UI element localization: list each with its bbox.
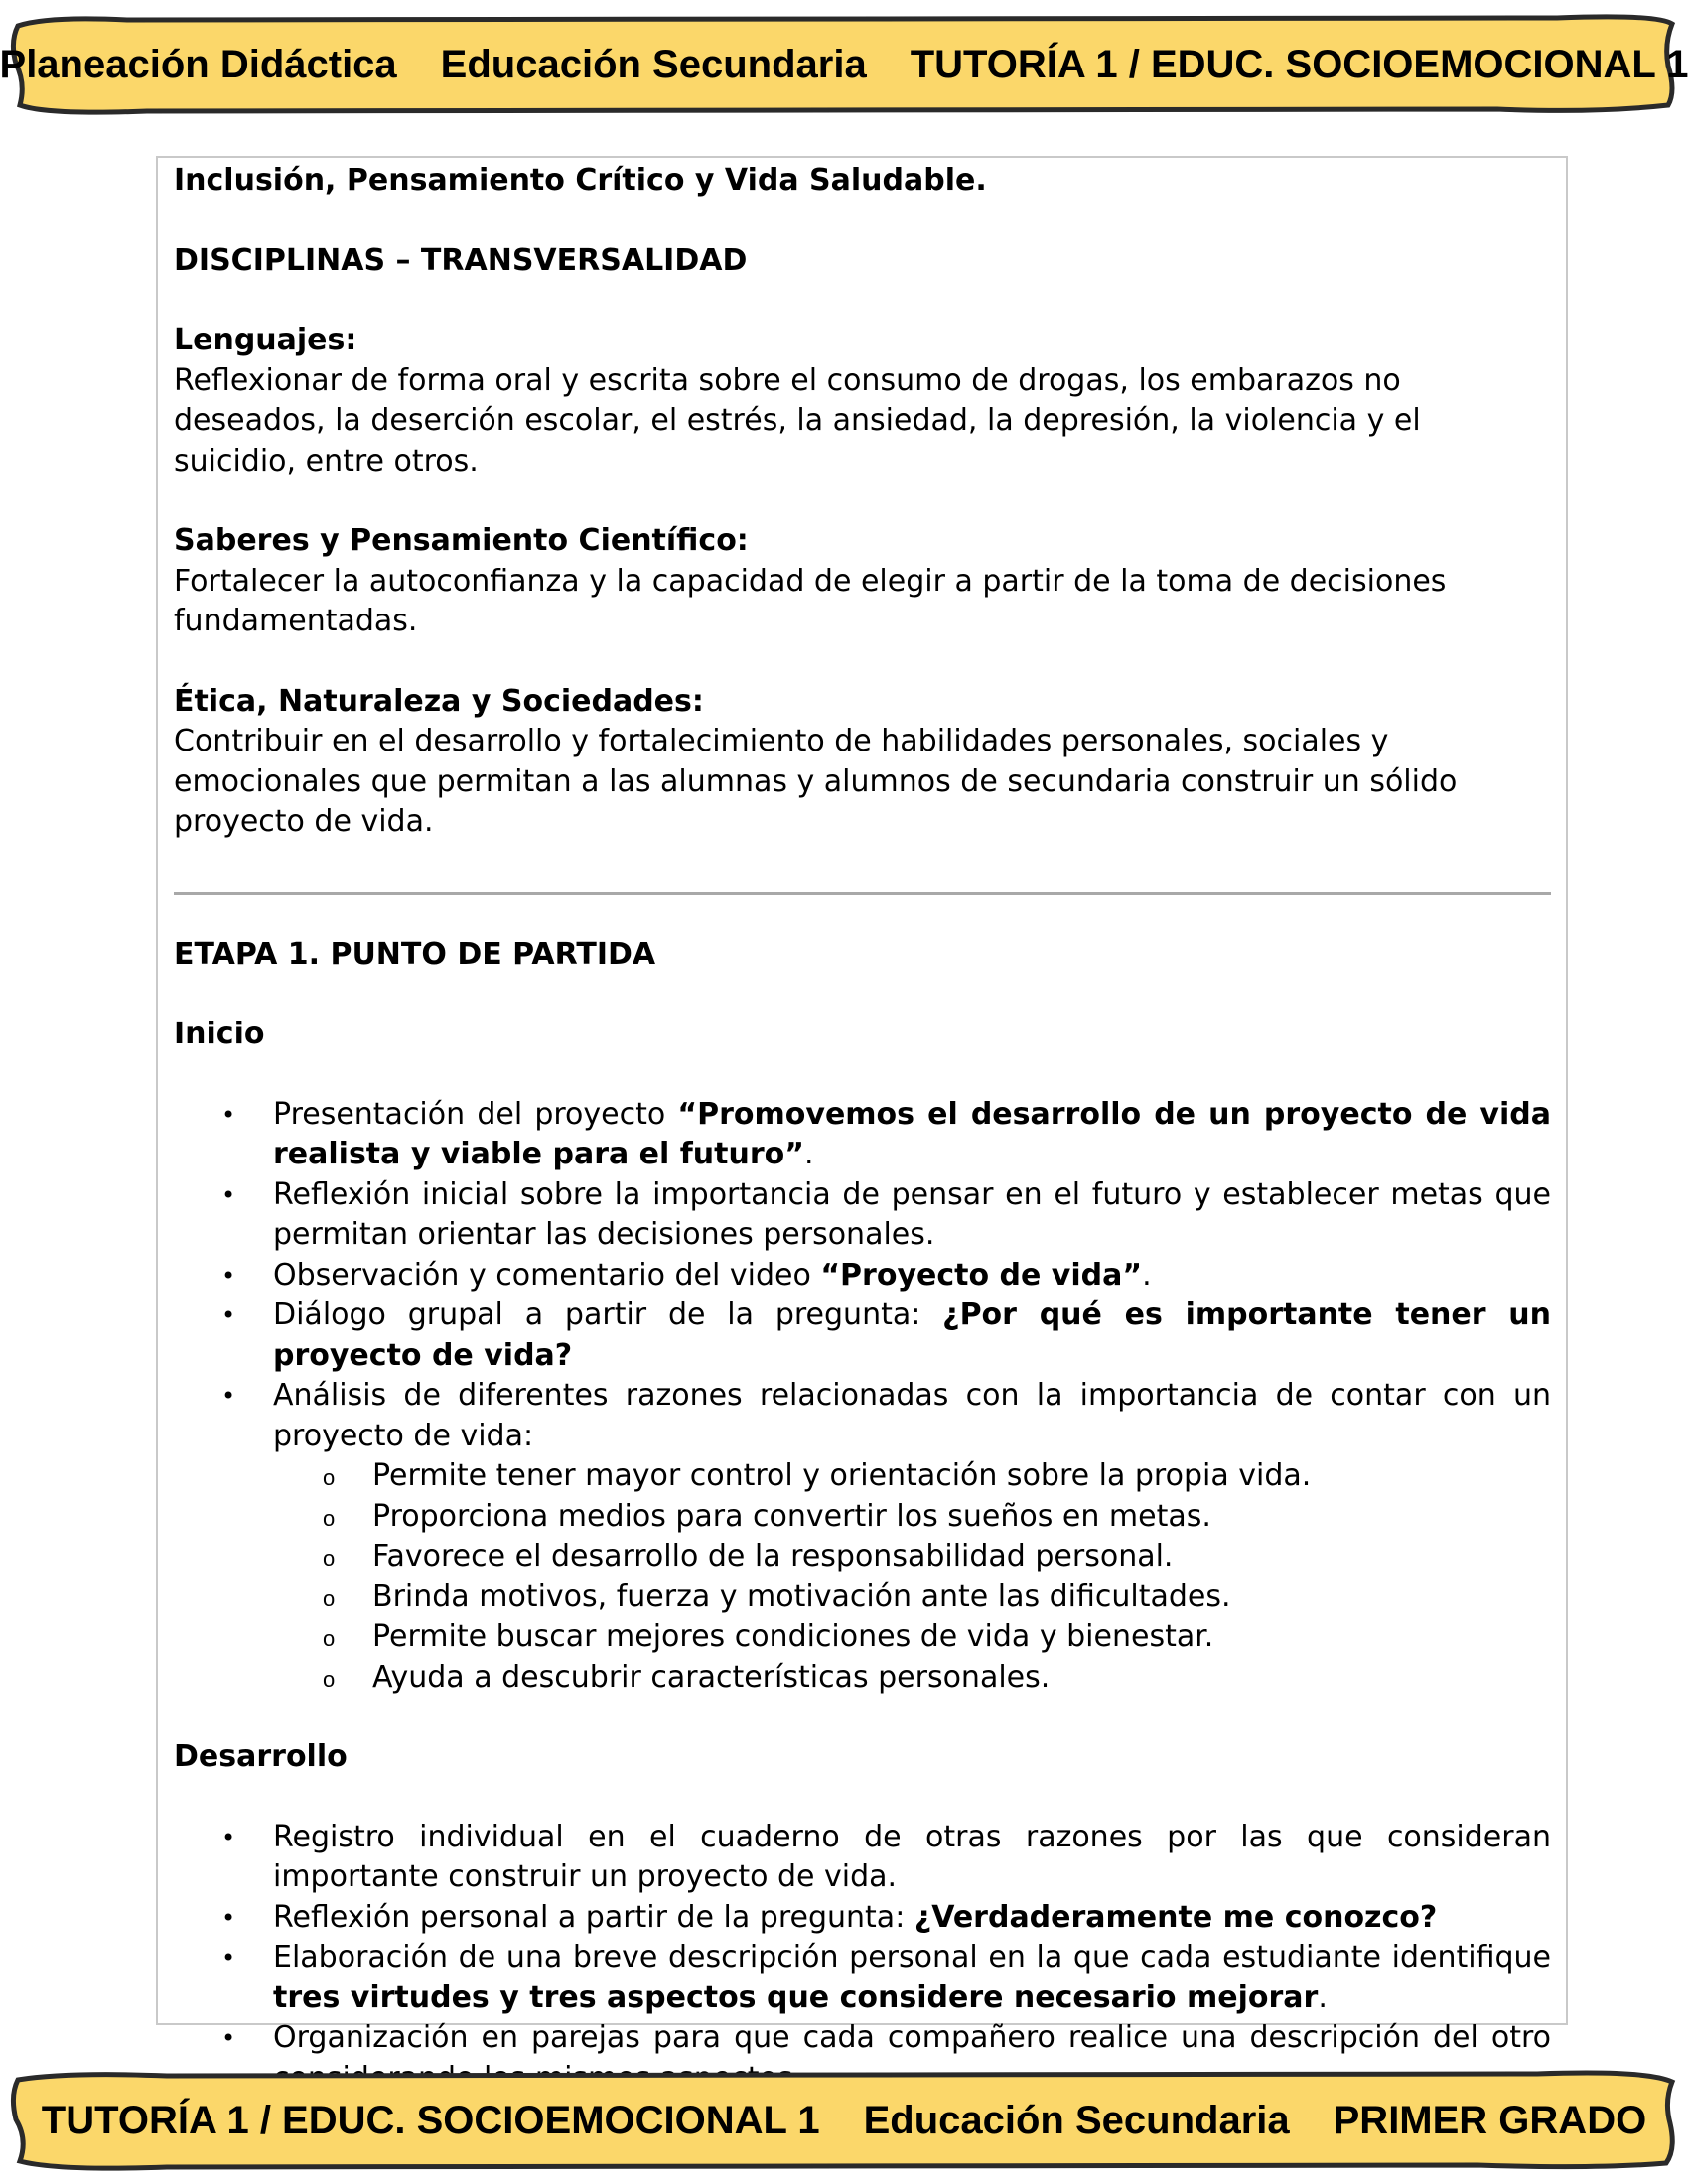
- list-item: • Diálogo grupal a partir de la pregunta: ¿Por qué es importante tener un proyecto de vida?: [174, 1296, 1551, 1376]
- inicio-list: [174, 1095, 1551, 1699]
- inicio-title: Inicio: [174, 1017, 265, 1051]
- sub-list-item: o Favorece el desarrollo de la responsabilidad personal.: [273, 1537, 1551, 1577]
- saberes-text: Fortalecer la autoconfianza y la capacidad de elegir a partir de la toma de decisiones fundamentadas.: [174, 563, 1447, 638]
- document-content: [174, 161, 1551, 2099]
- section-divider: [174, 892, 1551, 895]
- list-item: • Elaboración de una breve descripción personal en la que cada estudiante identifique tres virtudes y tres aspectos que considere necesario mejorar.: [174, 1938, 1551, 2018]
- list-item: • Reflexión personal a partir de la pregunta: ¿Verdaderamente me conozco?: [174, 1898, 1551, 1939]
- list-item: • Registro individual en el cuaderno de otras razones por las que consideran importante construir un proyecto de vida.: [174, 1818, 1551, 1898]
- list-item: • Reflexión inicial sobre la importancia de pensar en el futuro y establecer metas que permitan orientar las decisiones personales.: [174, 1175, 1551, 1256]
- desarrollo-title: Desarrollo: [174, 1739, 348, 1774]
- header-banner: [0, 14, 1688, 115]
- saberes-title: Saberes y Pensamiento Científico:: [174, 523, 749, 558]
- sub-list-item: o Permite buscar mejores condiciones de vida y bienestar.: [273, 1617, 1551, 1658]
- etica-text: Contribuir en el desarrollo y fortalecimiento de habilidades personales, sociales y emocionales que permitan a las alumnas y alumnos de secundaria construir un sólido proyecto de vida.: [174, 724, 1458, 839]
- list-item: • Observación y comentario del video “Proyecto de vida”.: [174, 1256, 1551, 1297]
- footer-banner: [8, 2070, 1680, 2171]
- lenguajes-title: Lenguajes:: [174, 323, 357, 357]
- header-right-text: TUTORÍA 1 / EDUC. SOCIOEMOCIONAL 1: [910, 42, 1688, 86]
- etapa-title: ETAPA 1. PUNTO DE PARTIDA: [174, 936, 656, 972]
- footer-center-text: Educación Secundaria: [863, 2098, 1290, 2142]
- sub-list-item: o Permite tener mayor control y orientación sobre la propia vida.: [273, 1456, 1551, 1497]
- list-item: • Análisis de diferentes razones relacionadas con la importancia de contar con un proyecto de vida: o Permite tener mayor control y orientación sobre la propia vida. o Proporciona medios para convertir los sueños en metas. o Favorece el desarrollo de la responsabilidad personal. o Brinda motivos, fuerza y motivación ante las dificultades. o Permite buscar mejores condiciones de vida y bienestar. o Ayuda a descubrir características personales.: [174, 1376, 1551, 1698]
- sub-list-item: o Proporciona medios para convertir los sueños en metas.: [273, 1497, 1551, 1538]
- sub-list-item: o Brinda motivos, fuerza y motivación ante las dificultades.: [273, 1577, 1551, 1618]
- footer-left-text: TUTORÍA 1 / EDUC. SOCIOEMOCIONAL 1: [41, 2098, 820, 2142]
- header-center-text: Educación Secundaria: [440, 42, 867, 86]
- list-item: • Organización en parejas para que cada compañero realice una descripción del otro: [174, 2018, 1551, 2099]
- razones-sublist: [273, 1456, 1551, 1698]
- footer-right-text: PRIMER GRADO: [1333, 2098, 1647, 2142]
- disciplinas-title: DISCIPLINAS – TRANSVERSALIDAD: [174, 242, 748, 278]
- ejes-line: Inclusión, Pensamiento Crítico y Vida Saludable.: [174, 163, 987, 198]
- desarrollo-list: [174, 1818, 1551, 2100]
- lenguajes-text: Reflexionar de forma oral y escrita sobre el consumo de drogas, los embarazos no deseados, la deserción escolar, el estrés, la ansiedad, la depresión, la violencia y el suicidio, entre otros.: [174, 362, 1421, 478]
- etica-title: Ética, Naturaleza y Sociedades:: [174, 683, 704, 719]
- list-item: • Presentación del proyecto “Promovemos el desarrollo de un proyecto de vida realista y viable para el futuro”.: [174, 1095, 1551, 1175]
- sub-list-item: o Ayuda a descubrir características personales.: [273, 1658, 1551, 1699]
- header-left-text: Planeación Didáctica: [0, 42, 397, 86]
